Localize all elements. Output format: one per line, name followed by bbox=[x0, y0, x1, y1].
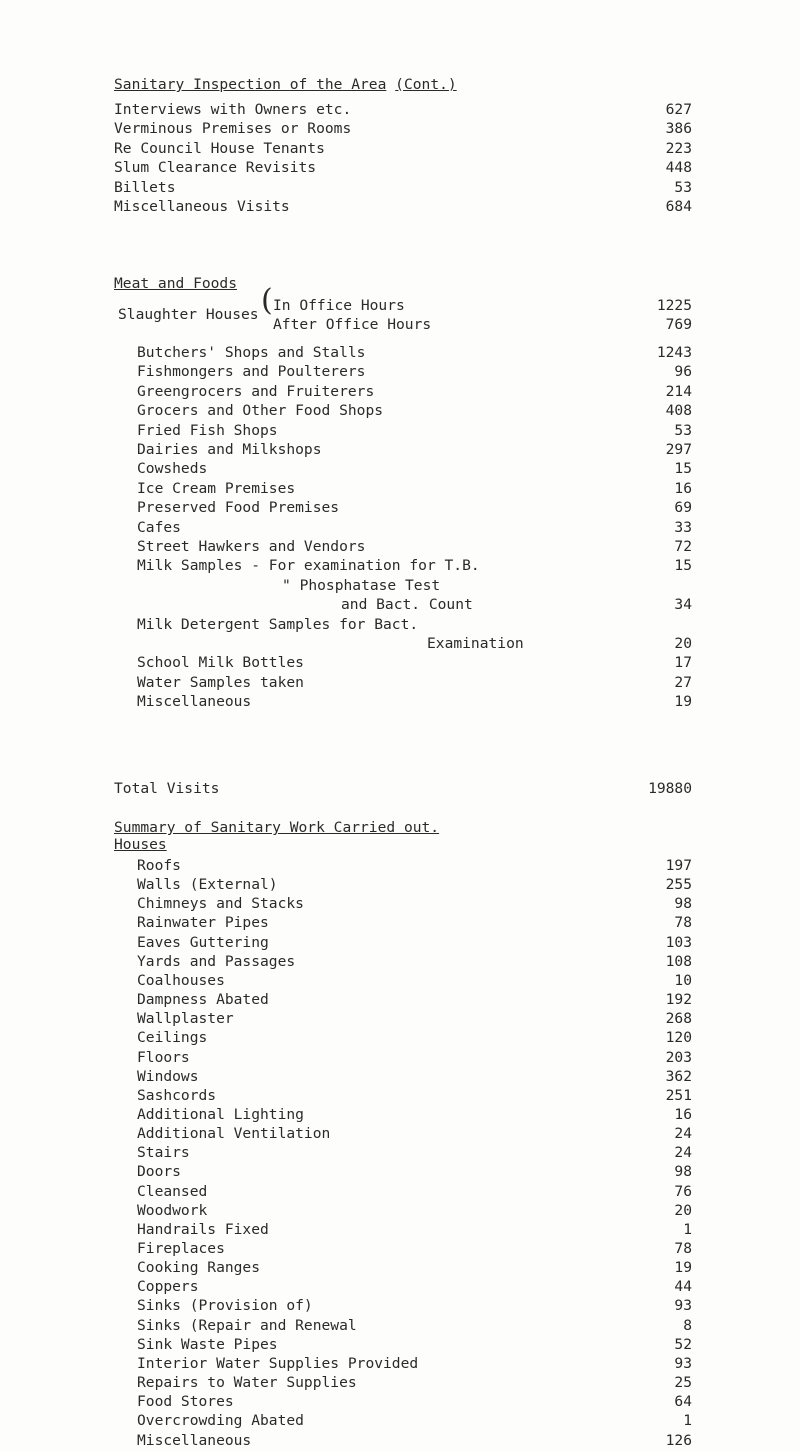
row-label: " Phosphatase Test bbox=[282, 576, 441, 594]
row-value: 15 bbox=[674, 557, 692, 575]
summary-row bbox=[0, 1106, 800, 1126]
row-label: Preserved Food Premises bbox=[137, 499, 340, 517]
summary-row bbox=[0, 876, 800, 896]
meat-foods-row bbox=[0, 577, 800, 597]
row-label: Walls (External) bbox=[137, 876, 278, 894]
row-value: 17 bbox=[674, 654, 692, 672]
row-label: Coppers bbox=[137, 1278, 199, 1296]
row-value: 19 bbox=[674, 1259, 692, 1277]
summary-row bbox=[0, 1221, 800, 1241]
row-value: 103 bbox=[665, 933, 692, 951]
summary-row bbox=[0, 914, 800, 934]
row-value: 98 bbox=[674, 895, 692, 913]
page-title bbox=[114, 76, 457, 93]
row-label: Food Stores bbox=[137, 1393, 234, 1411]
row-label: Coalhouses bbox=[137, 971, 225, 989]
meat-foods-row bbox=[0, 499, 800, 519]
row-label: Woodwork bbox=[137, 1201, 208, 1219]
slaughter-houses-label: Slaughter Houses bbox=[118, 306, 259, 323]
summary-row bbox=[0, 1432, 800, 1452]
row-label: Wallplaster bbox=[137, 1010, 234, 1028]
row-label: Slum Clearance Revisits bbox=[114, 159, 317, 177]
summary-row bbox=[0, 1374, 800, 1394]
meat-foods-row bbox=[0, 363, 800, 383]
row-label: Dairies and Milkshops bbox=[137, 441, 322, 458]
meat-foods-heading: Meat and Foods bbox=[114, 275, 238, 292]
row-label: Sinks (Provision of) bbox=[137, 1297, 313, 1315]
row-value: 20 bbox=[674, 1201, 692, 1219]
row-value: 448 bbox=[665, 159, 692, 177]
row-label: Handrails Fixed bbox=[137, 1220, 269, 1238]
row-value: 16 bbox=[674, 1105, 692, 1123]
row-value: 52 bbox=[674, 1335, 692, 1353]
summary-row bbox=[0, 1393, 800, 1413]
summary-row bbox=[0, 1297, 800, 1317]
row-label: Street Hawkers and Vendors bbox=[137, 538, 366, 555]
total-visits-value: 19880 bbox=[648, 780, 692, 797]
row-value: 1 bbox=[683, 1412, 692, 1430]
slaughter-row bbox=[0, 316, 800, 336]
summary-row bbox=[0, 972, 800, 992]
row-label: School Milk Bottles bbox=[137, 654, 304, 672]
row-value: 34 bbox=[674, 596, 692, 614]
row-value: 44 bbox=[674, 1278, 692, 1296]
row-value: 386 bbox=[665, 120, 692, 138]
row-label: Miscellaneous Visits bbox=[114, 198, 290, 215]
row-value: 10 bbox=[674, 971, 692, 989]
summary-row bbox=[0, 1240, 800, 1260]
row-value: 53 bbox=[674, 178, 692, 196]
summary-row bbox=[0, 1068, 800, 1088]
row-value: 1243 bbox=[656, 344, 692, 361]
summary-row bbox=[0, 1163, 800, 1183]
summary-row bbox=[0, 953, 800, 973]
row-label: Chimneys and Stacks bbox=[137, 895, 304, 913]
meat-foods-row bbox=[0, 344, 800, 364]
row-label: Rainwater Pipes bbox=[137, 914, 269, 932]
row-label: Billets bbox=[114, 178, 176, 196]
row-value: 297 bbox=[665, 441, 692, 458]
meat-foods-row bbox=[0, 480, 800, 500]
row-label: Cleansed bbox=[137, 1182, 208, 1200]
general-row bbox=[0, 198, 800, 218]
row-label: Sink Waste Pipes bbox=[137, 1335, 278, 1353]
row-label: Roofs bbox=[137, 857, 181, 874]
row-label: Miscellaneous bbox=[137, 1431, 252, 1449]
meat-foods-row bbox=[0, 596, 800, 616]
meat-foods-row bbox=[0, 383, 800, 403]
row-value: 98 bbox=[674, 1163, 692, 1181]
row-label: Sashcords bbox=[137, 1086, 217, 1104]
row-value: 78 bbox=[674, 914, 692, 932]
row-value: 64 bbox=[674, 1393, 692, 1411]
row-value: 27 bbox=[674, 673, 692, 691]
row-value: 8 bbox=[683, 1316, 692, 1334]
row-label: Butchers' Shops and Stalls bbox=[137, 344, 366, 361]
row-value: 627 bbox=[665, 101, 692, 118]
summary-row bbox=[0, 895, 800, 915]
row-value: 93 bbox=[674, 1354, 692, 1372]
summary-row bbox=[0, 1259, 800, 1279]
row-value: 362 bbox=[665, 1067, 692, 1085]
row-value: 19 bbox=[674, 693, 692, 711]
row-label: Verminous Premises or Rooms bbox=[114, 120, 352, 138]
row-label: Examination bbox=[427, 635, 524, 652]
row-value: 214 bbox=[665, 382, 692, 400]
row-value: 1 bbox=[683, 1220, 692, 1238]
meat-foods-row bbox=[0, 557, 800, 577]
row-value: 33 bbox=[674, 518, 692, 536]
meat-foods-row bbox=[0, 654, 800, 674]
row-label: Additional Lighting bbox=[137, 1105, 304, 1123]
summary-row bbox=[0, 934, 800, 954]
meat-foods-row bbox=[0, 674, 800, 694]
row-label: Greengrocers and Fruiterers bbox=[137, 382, 375, 400]
row-label: Fried Fish Shops bbox=[137, 421, 278, 439]
row-value: 93 bbox=[674, 1297, 692, 1315]
row-label: In Office Hours bbox=[273, 297, 405, 314]
row-value: 684 bbox=[665, 198, 692, 215]
total-visits-row bbox=[0, 780, 800, 800]
row-label: Doors bbox=[137, 1163, 181, 1181]
row-label: Cooking Ranges bbox=[137, 1259, 261, 1277]
row-label: Interviews with Owners etc. bbox=[114, 101, 352, 118]
row-label: Repairs to Water Supplies bbox=[137, 1374, 357, 1392]
row-value: 769 bbox=[665, 316, 692, 333]
summary-row bbox=[0, 1202, 800, 1222]
row-value: 126 bbox=[665, 1431, 692, 1449]
row-value: 251 bbox=[665, 1086, 692, 1104]
row-value: 96 bbox=[674, 363, 692, 381]
row-value: 408 bbox=[665, 402, 692, 420]
row-label: Cowsheds bbox=[137, 460, 208, 478]
summary-row bbox=[0, 857, 800, 877]
row-label: Grocers and Other Food Shops bbox=[137, 402, 384, 420]
row-label: Dampness Abated bbox=[137, 991, 269, 1009]
title-suffix: (Cont.) bbox=[395, 76, 457, 93]
row-label: Ceilings bbox=[137, 1029, 208, 1047]
row-value: 192 bbox=[665, 991, 692, 1009]
summary-row bbox=[0, 1029, 800, 1049]
row-value: 1225 bbox=[656, 297, 692, 314]
row-label: Re Council House Tenants bbox=[114, 139, 325, 157]
row-value: 16 bbox=[674, 479, 692, 497]
row-label: Miscellaneous bbox=[137, 693, 252, 711]
row-label: Eaves Guttering bbox=[137, 933, 269, 951]
summary-row bbox=[0, 1336, 800, 1356]
summary-row bbox=[0, 1355, 800, 1375]
row-value: 24 bbox=[674, 1125, 692, 1143]
general-row bbox=[0, 140, 800, 160]
summary-row bbox=[0, 1183, 800, 1203]
row-value: 197 bbox=[665, 857, 692, 874]
row-label: Cafes bbox=[137, 518, 181, 536]
row-label: Additional Ventilation bbox=[137, 1125, 331, 1143]
summary-row bbox=[0, 1317, 800, 1337]
summary-row bbox=[0, 1412, 800, 1432]
row-value: 223 bbox=[665, 139, 692, 157]
row-label: Milk Samples - For examination for T.B. bbox=[137, 557, 480, 575]
row-value: 53 bbox=[674, 421, 692, 439]
row-label: Fishmongers and Poulterers bbox=[137, 363, 366, 381]
summary-row bbox=[0, 991, 800, 1011]
row-value: 268 bbox=[665, 1010, 692, 1028]
summary-row bbox=[0, 1278, 800, 1298]
row-value: 69 bbox=[674, 499, 692, 517]
row-value: 108 bbox=[665, 952, 692, 970]
general-row bbox=[0, 159, 800, 179]
meat-foods-row bbox=[0, 460, 800, 480]
summary-row bbox=[0, 1144, 800, 1164]
row-label: Sinks (Repair and Renewal bbox=[137, 1316, 357, 1334]
row-label: Windows bbox=[137, 1067, 199, 1085]
row-label: Milk Detergent Samples for Bact. bbox=[137, 615, 419, 633]
row-value: 24 bbox=[674, 1144, 692, 1162]
row-label: Interior Water Supplies Provided bbox=[137, 1354, 419, 1372]
total-visits-label: Total Visits bbox=[114, 780, 220, 797]
general-row bbox=[0, 179, 800, 199]
meat-foods-row bbox=[0, 538, 800, 558]
row-value: 203 bbox=[665, 1048, 692, 1066]
brace-mark: ( bbox=[261, 283, 273, 318]
row-label: Stairs bbox=[137, 1144, 190, 1162]
meat-foods-row bbox=[0, 693, 800, 713]
row-value: 78 bbox=[674, 1240, 692, 1257]
row-label: Water Samples taken bbox=[137, 673, 304, 691]
row-label: Yards and Passages bbox=[137, 952, 296, 970]
general-row bbox=[0, 120, 800, 140]
houses-subheading: Houses bbox=[114, 836, 167, 853]
row-value: 72 bbox=[674, 538, 692, 555]
title-main: Sanitary Inspection of the Area bbox=[114, 76, 387, 93]
row-label: Overcrowding Abated bbox=[137, 1412, 304, 1430]
meat-foods-row bbox=[0, 519, 800, 539]
summary-heading: Summary of Sanitary Work Carried out. bbox=[114, 819, 440, 836]
row-value: 25 bbox=[674, 1374, 692, 1392]
general-row bbox=[0, 101, 800, 121]
summary-row bbox=[0, 1049, 800, 1069]
meat-foods-row bbox=[0, 616, 800, 636]
row-value: 76 bbox=[674, 1182, 692, 1200]
row-label: Fireplaces bbox=[137, 1240, 225, 1257]
slaughter-row bbox=[0, 297, 800, 317]
row-label: After Office Hours bbox=[273, 316, 432, 333]
row-value: 15 bbox=[674, 460, 692, 478]
meat-foods-row bbox=[0, 635, 800, 655]
row-value: 255 bbox=[665, 876, 692, 894]
meat-foods-row bbox=[0, 422, 800, 442]
row-label: Ice Cream Premises bbox=[137, 479, 296, 497]
summary-row bbox=[0, 1125, 800, 1145]
row-label: and Bact. Count bbox=[341, 596, 473, 614]
row-value: 20 bbox=[674, 635, 692, 652]
row-label: Floors bbox=[137, 1048, 190, 1066]
meat-foods-row bbox=[0, 441, 800, 461]
summary-row bbox=[0, 1087, 800, 1107]
meat-foods-row bbox=[0, 402, 800, 422]
summary-row bbox=[0, 1010, 800, 1030]
row-value: 120 bbox=[665, 1029, 692, 1047]
